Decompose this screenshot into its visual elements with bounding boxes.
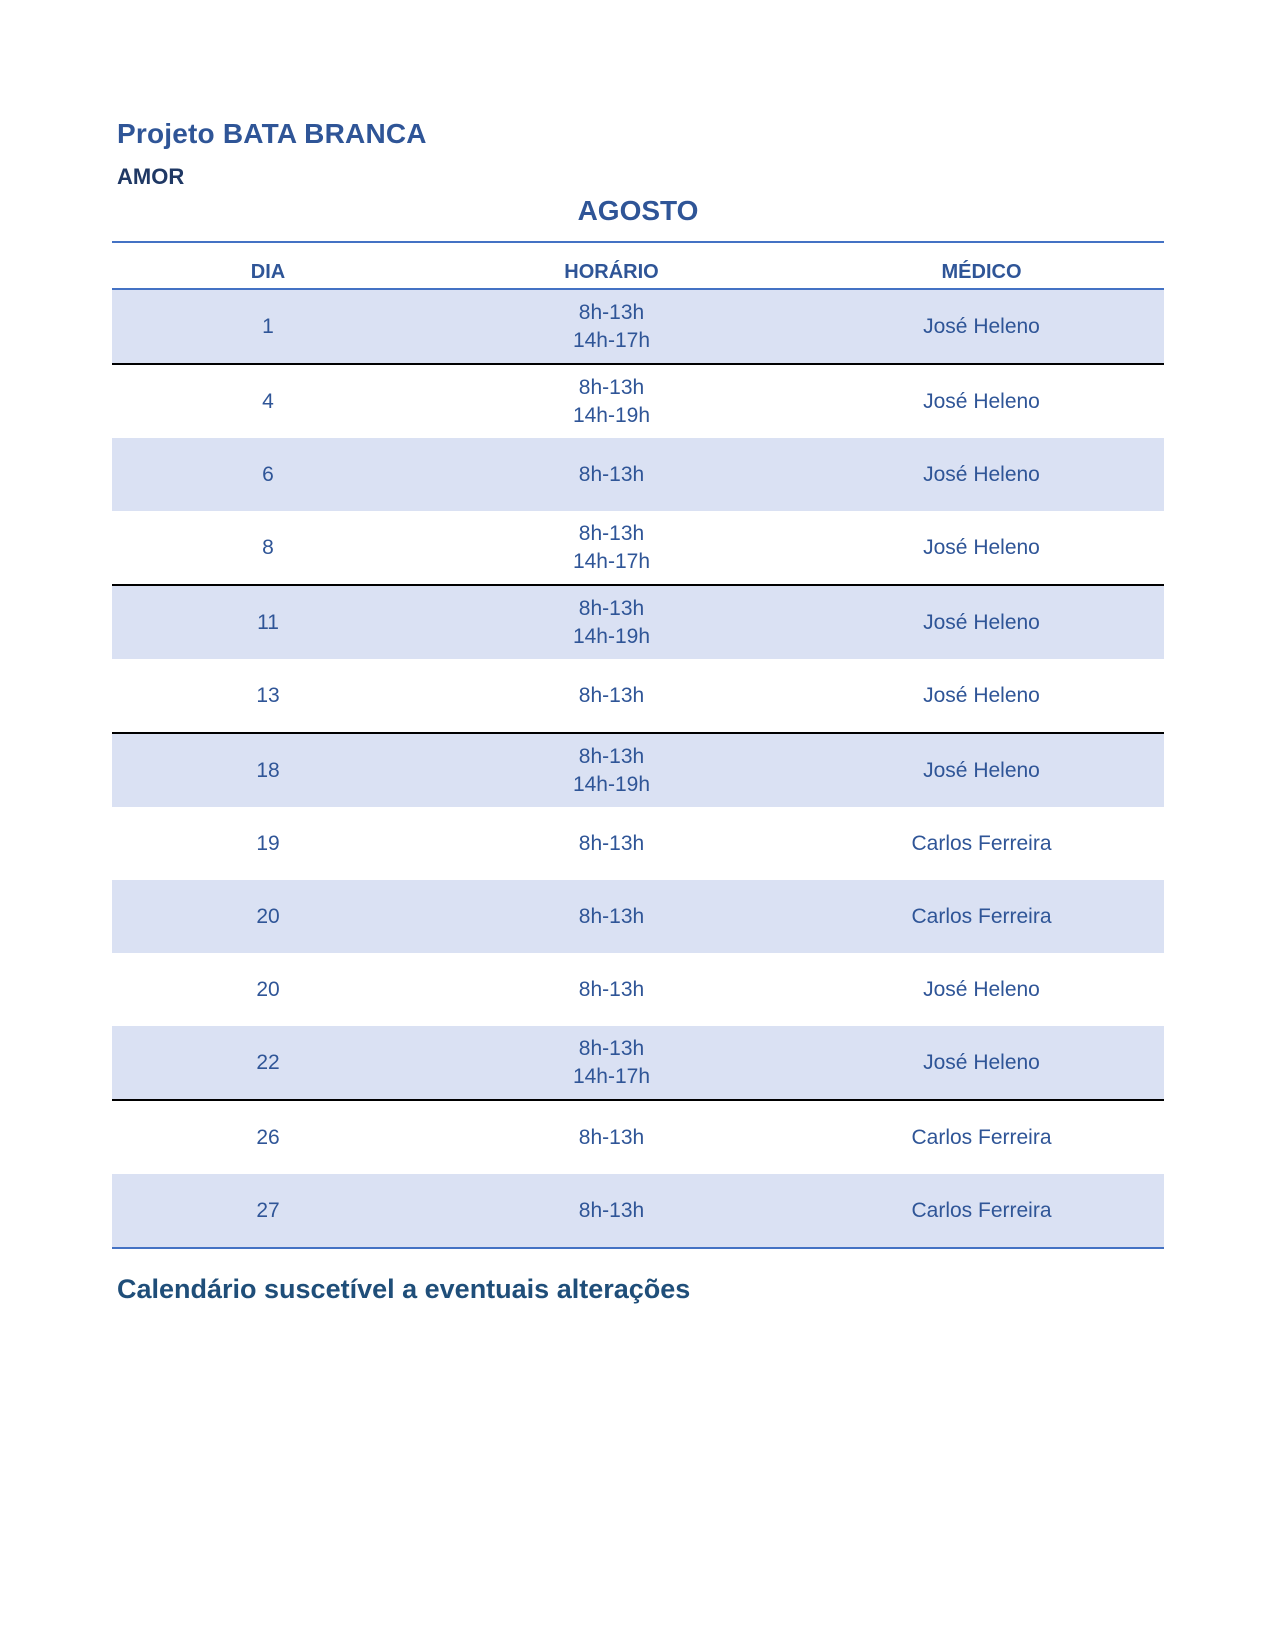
cell-doctor: José Heleno xyxy=(923,977,1040,1001)
column-header-day: DIA xyxy=(112,256,424,289)
hours-line: 14h-19h xyxy=(572,403,651,427)
hours-line: 8h-13h xyxy=(578,683,645,707)
cell-doctor: José Heleno xyxy=(923,389,1040,413)
cell-hours xyxy=(424,585,799,659)
cell-doctor: José Heleno xyxy=(799,659,1164,733)
cell-hours xyxy=(424,1026,799,1100)
hours-line: 8h-13h xyxy=(578,462,645,486)
cell-day: 1 xyxy=(112,289,424,364)
hours-line: 8h-13h xyxy=(578,831,645,855)
hours-line: 8h-13h xyxy=(578,1036,645,1060)
top-divider xyxy=(112,241,1164,243)
cell-doctor: José Heleno xyxy=(799,438,1164,511)
cell-day: 26 xyxy=(256,1125,280,1149)
cell-day: 20 xyxy=(112,880,424,953)
cell-hours xyxy=(424,438,799,511)
hours-line: 8h-13h xyxy=(578,904,645,928)
table-row xyxy=(112,1100,1164,1174)
cell-doctor: Carlos Ferreira xyxy=(799,880,1164,953)
cell-hours xyxy=(424,953,799,1026)
cell-doctor: José Heleno xyxy=(799,1026,1164,1100)
cell-doctor: José Heleno xyxy=(799,733,1164,807)
cell-hours xyxy=(424,733,799,807)
table-row xyxy=(112,511,1164,585)
hours-line: 8h-13h xyxy=(578,977,645,1001)
hours-line: 8h-13h xyxy=(578,744,645,768)
cell-hours xyxy=(424,1100,799,1174)
cell-day: 11 xyxy=(112,585,424,659)
hours-line: 8h-13h xyxy=(578,521,645,545)
schedule-disclaimer: Calendário suscetível a eventuais alterações xyxy=(117,1274,691,1304)
cell-doctor: José Heleno xyxy=(799,511,1164,585)
hours-line: 8h-13h xyxy=(578,300,645,324)
hours-line: 14h-17h xyxy=(572,549,651,573)
table-row xyxy=(112,880,1164,953)
hours-line: 8h-13h xyxy=(578,1125,645,1149)
hours-line: 14h-17h xyxy=(572,328,651,352)
hours-line: 14h-19h xyxy=(572,772,651,796)
table-row xyxy=(112,1026,1164,1100)
cell-day: 27 xyxy=(112,1174,424,1248)
cell-hours xyxy=(424,807,799,880)
column-header-doctor: MÉDICO xyxy=(799,256,1164,289)
cell-doctor: Carlos Ferreira xyxy=(799,1174,1164,1248)
table-row xyxy=(112,289,1164,364)
cell-day: 20 xyxy=(256,977,280,1001)
table-row xyxy=(112,438,1164,511)
hours-line: 14h-19h xyxy=(572,624,651,648)
cell-hours xyxy=(424,880,799,953)
table-row xyxy=(112,733,1164,807)
column-header-hours: HORÁRIO xyxy=(424,256,799,289)
cell-doctor: José Heleno xyxy=(799,585,1164,659)
table-row xyxy=(112,953,1164,1026)
table-row xyxy=(112,807,1164,880)
cell-hours xyxy=(424,1174,799,1248)
cell-hours xyxy=(424,364,799,438)
hours-line: 14h-17h xyxy=(572,1064,651,1088)
hours-line: 8h-13h xyxy=(578,1198,645,1222)
cell-doctor: Carlos Ferreira xyxy=(911,831,1052,855)
cell-hours xyxy=(424,289,799,364)
cell-day: 4 xyxy=(262,389,274,413)
schedule-table xyxy=(112,256,1164,1249)
cell-hours xyxy=(424,659,799,733)
table-row xyxy=(112,364,1164,438)
project-subtitle: AMOR xyxy=(117,164,185,189)
project-title: Projeto BATA BRANCA xyxy=(117,118,427,149)
hours-line: 8h-13h xyxy=(578,596,645,620)
cell-doctor: Carlos Ferreira xyxy=(911,1125,1052,1149)
cell-hours xyxy=(424,511,799,585)
cell-day: 13 xyxy=(112,659,424,733)
cell-day: 18 xyxy=(112,733,424,807)
cell-day: 8 xyxy=(112,511,424,585)
table-row xyxy=(112,1174,1164,1248)
table-row xyxy=(112,659,1164,733)
table-row xyxy=(112,585,1164,659)
hours-line: 8h-13h xyxy=(578,375,645,399)
month-heading: AGOSTO xyxy=(577,195,699,226)
table-header-row xyxy=(112,256,1164,289)
cell-day: 22 xyxy=(112,1026,424,1100)
cell-day: 19 xyxy=(256,831,280,855)
cell-doctor: José Heleno xyxy=(799,289,1164,364)
cell-day: 6 xyxy=(112,438,424,511)
